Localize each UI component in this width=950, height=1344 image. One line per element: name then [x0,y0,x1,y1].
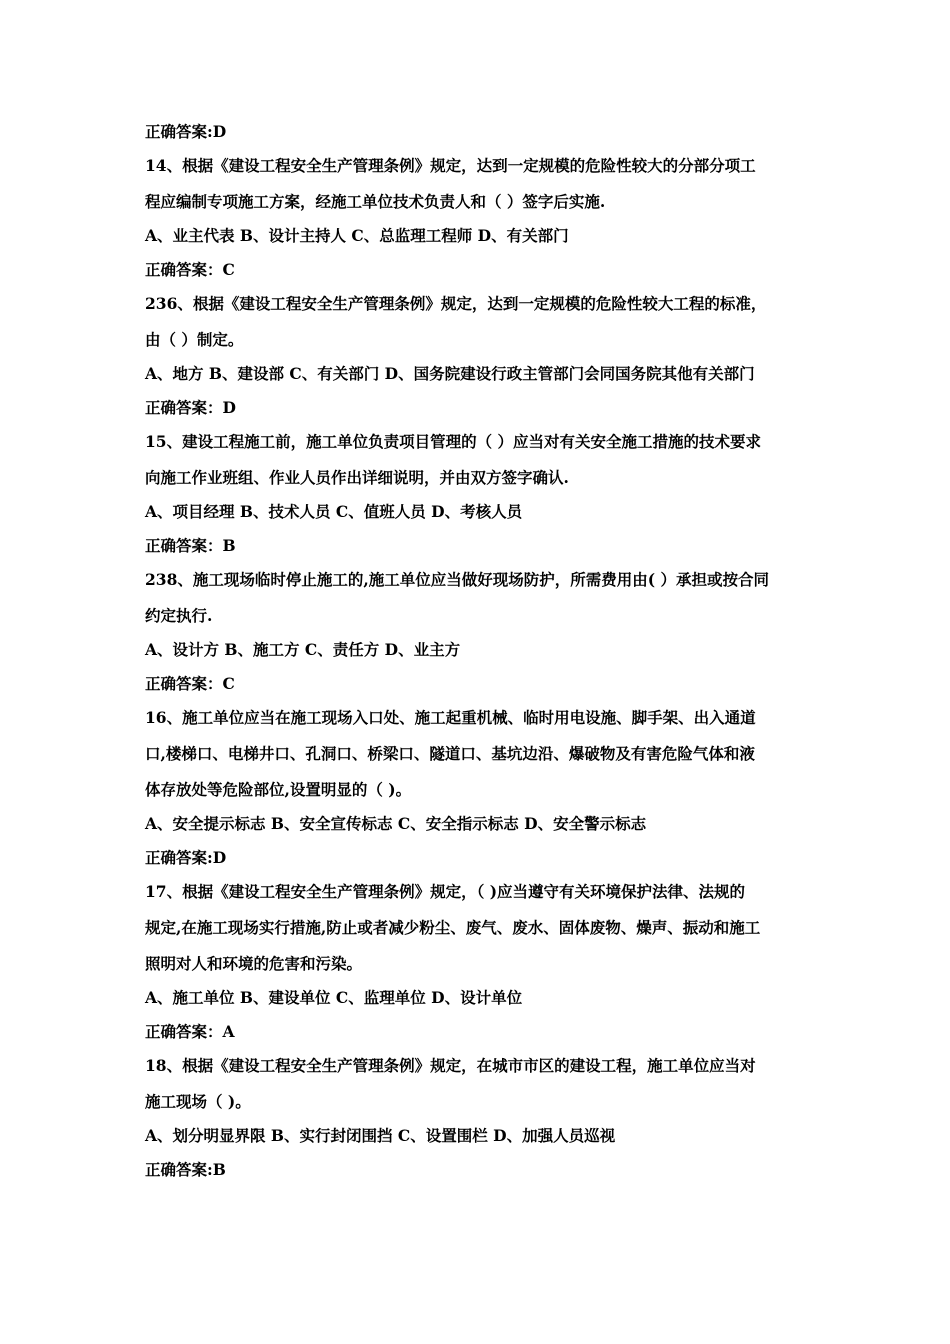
question-text-line: 由（ ）制定。 [145,330,244,349]
document-page [145,122,815,1180]
options-line: A、施工单位 B、建设单位 C、监理单位 D、设计单位 [145,988,523,1007]
question-15 [145,432,815,556]
answer-line: 正确答案：C [145,260,235,279]
question-text-line: 236、根据《建设工程安全生产管理条例》规定，达到一定规模的危险性较大工程的标准， [145,294,767,313]
question-text-line: 17、根据《建设工程安全生产管理条例》规定，（ )应当遵守有关环境保护法律、法规的 [145,882,746,901]
question-text-line: 18、根据《建设工程安全生产管理条例》规定，在城市市区的建设工程，施工单位应当对 [145,1056,756,1075]
answer-line: 正确答案：A [145,1022,235,1041]
options-line: A、划分明显界限 B、实行封闭围挡 C、设置围栏 D、加强人员巡视 [145,1126,616,1145]
question-17 [145,882,815,1042]
question-238 [145,570,815,694]
options-line: A、业主代表 B、设计主持人 C、总监理工程师 D、有关部门 [145,226,569,245]
answer-line: 正确答案:B [145,1160,226,1179]
question-text-line: 16、施工单位应当在施工现场入口处、施工起重机械、临时用电设施、脚手架、出入通道 [145,708,756,727]
question-text-line: 施工现场（ )。 [145,1092,251,1111]
question-text-line: 规定,在施工现场实行措施,防止或者减少粉尘、废气、废水、固体废物、燥声、振动和施工 [145,918,761,937]
question-text-line: 体存放处等危险部位,设置明显的（ )。 [145,780,412,799]
question-16 [145,708,815,868]
question-text-line: 口,楼梯口、电梯井口、孔洞口、桥梁口、隧道口、基坑边沿、爆破物及有害危险气体和液 [145,744,755,763]
answer-line: 正确答案：B [145,536,236,555]
answer-line: 正确答案：D [145,398,236,417]
options-line: A、安全提示标志 B、安全宣传标志 C、安全指示标志 D、安全警示标志 [145,814,647,833]
answer-line: 正确答案:D [145,848,227,867]
answer-line: 正确答案：C [145,674,235,693]
question-text-line: 向施工作业班组、作业人员作出详细说明，并由双方签字确认. [145,468,569,487]
question-18 [145,1056,815,1180]
question-text-line: 约定执行. [145,606,213,625]
question-text-line: 程应编制专项施工方案，经施工单位技术负责人和（ ）签字后实施. [145,192,606,211]
question-text-line: 14、根据《建设工程安全生产管理条例》规定，达到一定规模的危险性较大的分部分项工 [145,156,756,175]
options-line: A、项目经理 B、技术人员 C、值班人员 D、考核人员 [145,502,523,521]
question-14 [145,156,815,280]
answer-line: 正确答案:D [145,122,227,141]
options-line: A、地方 B、建设部 C、有关部门 D、国务院建设行政主管部门会同国务院其他有关部门 [145,364,755,383]
question-text-line: 238、施工现场临时停止施工的,施工单位应当做好现场防护，所需费用由( ）承担或按合同 [145,570,769,589]
question-236 [145,294,815,418]
question-text-line: 照明对人和环境的危害和污染。 [145,954,363,973]
options-line: A、设计方 B、施工方 C、责任方 D、业主方 [145,640,461,659]
question-text-line: 15、建设工程施工前，施工单位负责项目管理的（ ）应当对有关安全施工措施的技术要求 [145,432,761,451]
